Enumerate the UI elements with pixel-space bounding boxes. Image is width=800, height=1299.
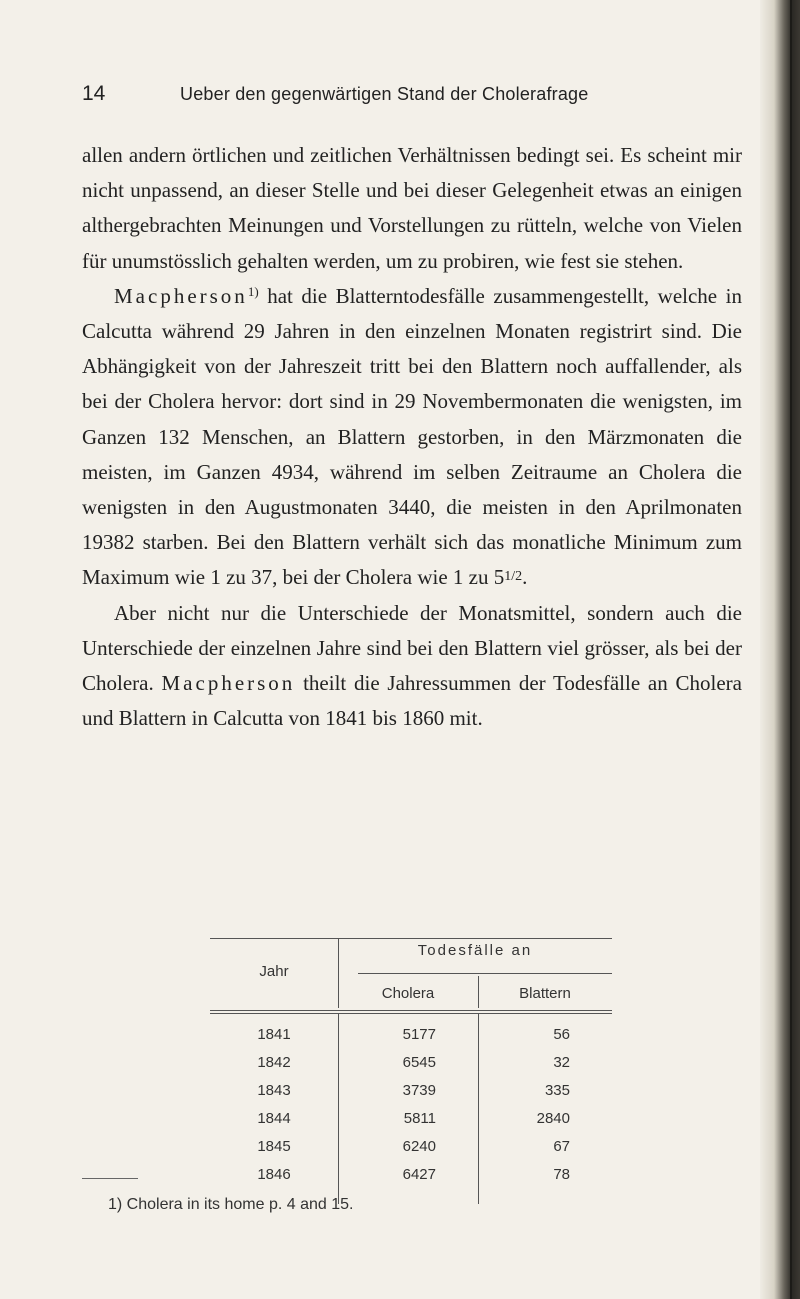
footnote-reference: 1) bbox=[247, 283, 259, 299]
author-name-2: Macpherson bbox=[161, 671, 296, 696]
footnote-rule bbox=[82, 1178, 138, 1179]
table-double-rule-bottom bbox=[210, 1013, 612, 1014]
table-double-rule-top bbox=[210, 1010, 612, 1011]
cholera-cell: 3739 bbox=[402, 1082, 436, 1099]
book-spine-edge bbox=[790, 0, 792, 1299]
fraction: 1/2 bbox=[504, 569, 523, 585]
header-divider-1 bbox=[338, 938, 339, 1008]
paragraph-3-start: Aber nicht nur die Unterschiede der Monatsmittel, sondern auch die Unterschiede der einzelnen Jahre sind bei den Blattern viel grösser, als bei der Cholera. bbox=[82, 600, 742, 696]
year-cell: 1846 bbox=[257, 1166, 291, 1183]
year-cell: 1841 bbox=[257, 1026, 291, 1043]
cholera-cell: 5811 bbox=[403, 1110, 436, 1127]
col-header-cholera: Cholera bbox=[381, 985, 435, 1002]
blattern-cell: 56 bbox=[553, 1026, 570, 1043]
col-header-year: Jahr bbox=[259, 963, 289, 980]
paragraph-1: allen andern örtlichen und zeitlichen Verhältnissen bedingt sei. Es scheint mir nicht unpassend, an dieser Stelle und bei dieser Gelegenheit etwas an einigen althergebrachten Meinungen und Vorstellungen zu rütteln, welche von Vielen für unumstösslich gehalten werden, um zu probiren, wie fest sie stehen. bbox=[82, 143, 742, 273]
blattern-cell: 335 bbox=[544, 1082, 570, 1099]
table-top-rule bbox=[210, 938, 612, 939]
year-cell: 1845 bbox=[257, 1138, 291, 1155]
blattern-cell: 78 bbox=[553, 1166, 570, 1183]
year-cell: 1842 bbox=[257, 1054, 291, 1071]
footnote: 1) Cholera in its home p. 4 and 15. bbox=[108, 1196, 354, 1213]
year-cell: 1844 bbox=[257, 1110, 291, 1127]
blattern-cell: 67 bbox=[553, 1138, 570, 1155]
book-spine-shadow bbox=[760, 0, 800, 1299]
paragraph-2-end: . bbox=[522, 565, 528, 590]
paragraph-2-text: hat die Blatterntodesfälle zusammengestellt, welche in Calcutta während 29 Jahren in den einzelnen Monaten registrirt sind. Die Abhängigkeit von der Jahreszeit tritt bei den Blattern noch auffallender, als bei der Cholera hervor: dort sind in 29 Novembermonaten die wenigsten, im Ganzen 132 Menschen, an Blattern gestorben, in den Märzmonaten die meisten, im Ganzen 4934, während im selben Zeitraume an Cholera die wenigsten in den Augustmonaten 3440, die meisten in den Aprilmonaten 19382 starben. Bei den Blattern verhält sich das monatliche Minimum zum Maximum wie 1 zu 37, bei der Cholera wie 1 zu 5 bbox=[82, 283, 742, 590]
col-header-blattern: Blattern bbox=[519, 985, 571, 1002]
blattern-cell: 32 bbox=[553, 1054, 570, 1071]
paragraph-3 bbox=[82, 596, 742, 737]
group-header-rule bbox=[358, 973, 612, 974]
cholera-cell: 6427 bbox=[402, 1166, 436, 1183]
author-name: Macpherson bbox=[114, 283, 248, 308]
cholera-cell: 6545 bbox=[402, 1054, 436, 1071]
cholera-cell: 6240 bbox=[402, 1138, 436, 1155]
paragraph-3-end: theilt die Jahressummen der Todesfälle an Cholera und Blattern in Calcutta von 1841 bis 1860 mit. bbox=[82, 671, 742, 731]
blattern-cell: 2840 bbox=[536, 1110, 570, 1127]
year-cell: 1843 bbox=[257, 1082, 291, 1099]
body-text bbox=[82, 138, 742, 736]
cholera-cell: 5177 bbox=[402, 1026, 436, 1043]
paragraph-2 bbox=[82, 279, 742, 596]
page-header bbox=[82, 82, 750, 112]
group-header-deaths: Todesfälle an bbox=[417, 942, 533, 959]
page-number: 14 bbox=[82, 82, 106, 105]
header-divider-2 bbox=[478, 976, 479, 1008]
running-title: Ueber den gegenwärtigen Stand der Cholerafrage bbox=[180, 84, 589, 104]
